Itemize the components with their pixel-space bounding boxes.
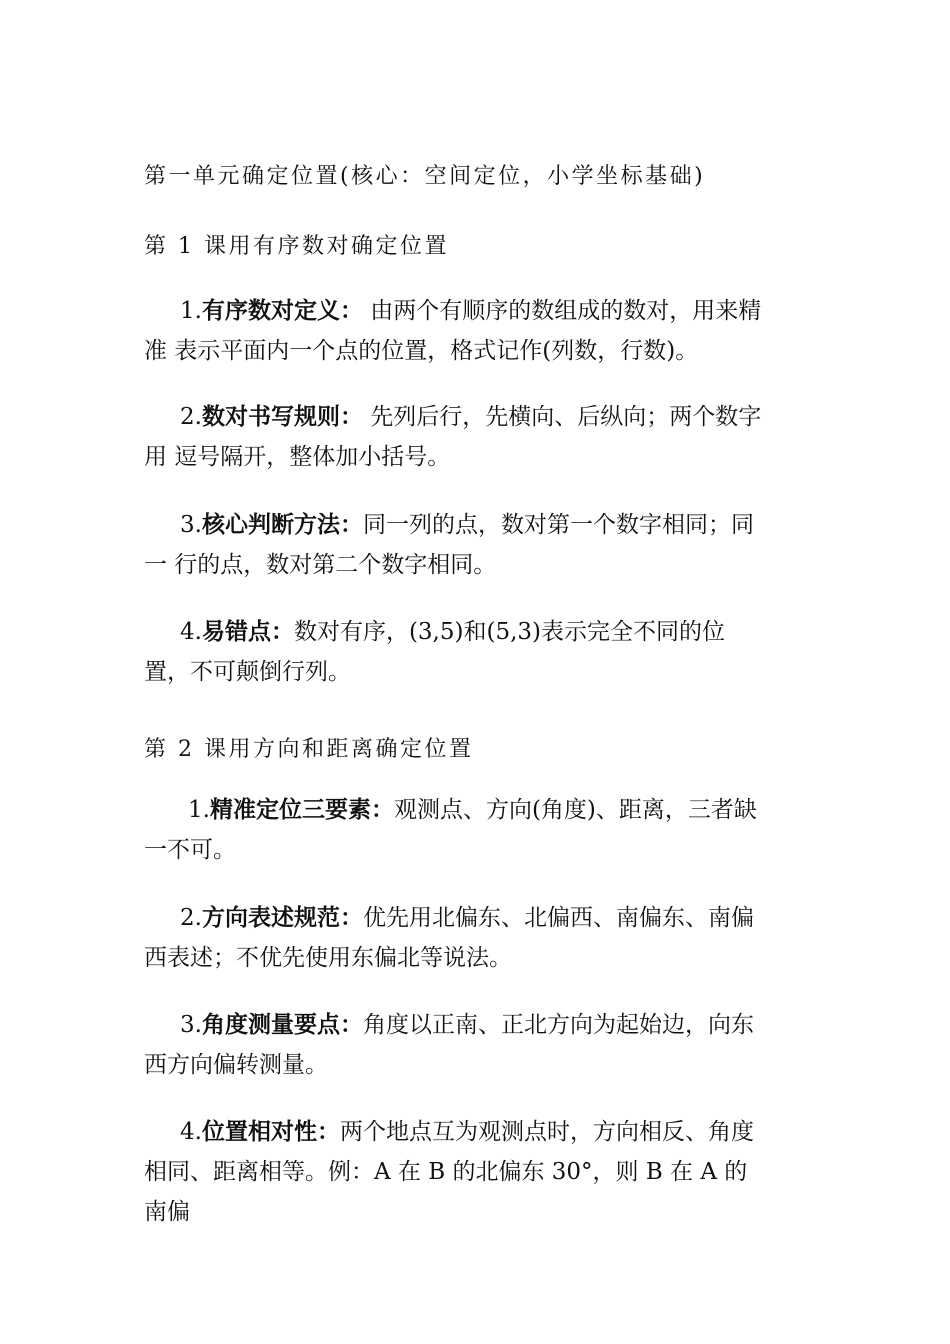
item-number: 4. — [180, 1119, 202, 1145]
lesson-1-item-2 — [144, 397, 814, 477]
item-number: 2. — [180, 905, 202, 931]
item-number: 1. — [188, 797, 210, 823]
item-text-continued: 西方向偏转测量。 — [144, 1052, 328, 1078]
lesson-1-item-3 — [144, 505, 814, 585]
item-term: 角度测量要点： — [201, 1012, 363, 1038]
lesson-2-item-1 — [144, 790, 814, 870]
item-number: 3. — [180, 512, 202, 538]
item-text: 先列后行，先横向、后纵向；两个数字 — [362, 404, 762, 430]
item-text: 数对有序，(3,5)和(5,3)表示完全不同的位 — [293, 619, 726, 645]
item-text-continued: 南偏 — [144, 1199, 190, 1225]
item-text-continued: 一不可。 — [144, 837, 236, 863]
item-text-continued: 西表述；不优先使用东偏北等说法。 — [144, 945, 512, 971]
item-number: 1. — [180, 298, 202, 324]
lesson-2-item-3 — [144, 1005, 814, 1085]
lesson-2-title: 第 2 课用方向和距离确定位置 — [144, 737, 474, 762]
lesson-2-item-4 — [144, 1112, 814, 1232]
item-text: 同一列的点，数对第一个数字相同；同 — [362, 512, 754, 538]
item-text-continued: 相同、距离相等。例：A 在 B 的北偏东 30°，则 B 在 A 的 — [144, 1159, 748, 1185]
item-text: 由两个有顺序的数组成的数对，用来精 — [362, 298, 762, 324]
lesson-1-title: 第 1 课用有序数对确定位置 — [144, 234, 449, 259]
item-number: 2. — [180, 404, 202, 430]
item-number: 3. — [180, 1012, 202, 1038]
lesson-2-item-2 — [144, 898, 814, 978]
item-term: 方向表述规范： — [201, 905, 363, 931]
item-term: 核心判断方法： — [201, 512, 363, 538]
item-term: 精准定位三要素： — [209, 797, 394, 823]
item-text-continued: 一 行的点，数对第二个数字相同。 — [144, 552, 497, 578]
item-term: 位置相对性： — [201, 1119, 340, 1145]
item-text: 优先用北偏东、北偏西、南偏东、南偏 — [362, 905, 754, 931]
unit-title: 第一单元确定位置(核心：空间定位，小学坐标基础) — [144, 164, 706, 189]
lesson-1-item-1 — [144, 291, 814, 371]
item-term: 易错点： — [201, 619, 294, 645]
item-text-continued: 用 逗号隔开，整体加小括号。 — [144, 444, 451, 470]
item-text: 观测点、方向(角度)、距离，三者缺 — [393, 797, 757, 823]
item-text-continued: 准 表示平面内一个点的位置，格式记作(列数，行数)。 — [144, 338, 699, 364]
item-term: 数对书写规则： — [201, 404, 363, 430]
lesson-1-item-4 — [144, 612, 814, 692]
item-number: 4. — [180, 619, 202, 645]
item-text-continued: 置，不可颠倒行列。 — [144, 659, 351, 685]
item-text: 角度以正南、正北方向为起始边，向东 — [362, 1012, 754, 1038]
item-term: 有序数对定义： — [201, 298, 363, 324]
item-text: 两个地点互为观测点时，方向相反、角度 — [339, 1119, 754, 1145]
